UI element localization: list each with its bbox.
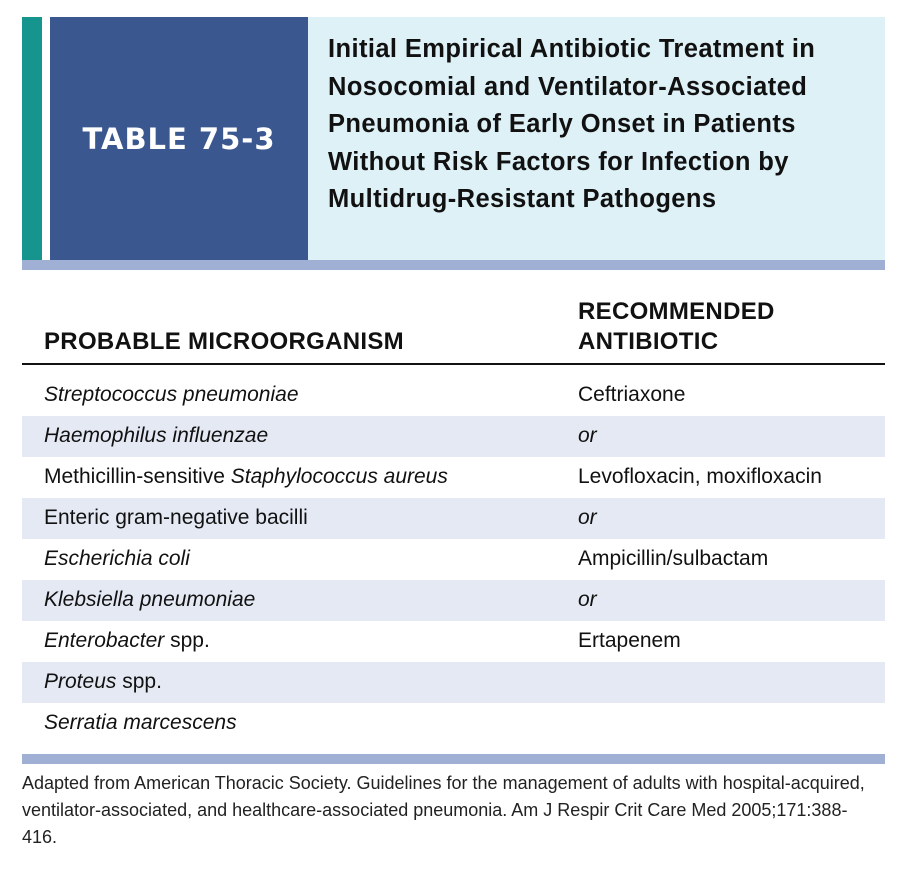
microorganism-text: spp. <box>116 670 162 693</box>
microorganism-text: spp. <box>164 629 210 652</box>
accent-bar <box>22 17 42 260</box>
microorganism-text: Haemophilus influenzae <box>44 424 269 447</box>
microorganism-cell <box>44 547 190 571</box>
microorganism-cell <box>44 465 448 489</box>
table-row <box>22 416 885 457</box>
antibiotic-cell: Levofloxacin, moxifloxacin <box>578 465 822 488</box>
microorganism-text: Enterobacter <box>44 629 165 652</box>
antibiotic-cell: or <box>578 506 597 529</box>
table-number: TABLE 75-3 <box>82 121 276 156</box>
table-row <box>22 539 885 580</box>
microorganism-cell <box>44 424 268 448</box>
column-header-microorganism: PROBABLE MICROORGANISM <box>44 328 404 355</box>
column-header-antibiotic: RECOMMENDED ANTIBIOTIC <box>578 298 775 355</box>
microorganism-cell <box>44 711 237 735</box>
microorganism-cell <box>44 670 162 694</box>
microorganism-text: Enteric gram-negative bacilli <box>44 506 308 529</box>
table-row <box>22 621 885 662</box>
footnote: Adapted from American Thoracic Society. Guidelines for the management of adults with hospital-acquired, ventilator-associated, and healthcare-associated pneumonia. Am J Respir Crit Care Med 2005;171:388-416. <box>22 773 865 847</box>
antibiotic-cell: or <box>578 588 597 611</box>
microorganism-text: Proteus <box>44 670 117 693</box>
microorganism-text: Staphylococcus aureus <box>230 465 448 488</box>
microorganism-text: Serratia marcescens <box>44 711 237 734</box>
table-row <box>22 457 885 498</box>
footer-divider-band <box>22 754 885 764</box>
table-row <box>22 375 885 416</box>
microorganism-text: Escherichia coli <box>44 547 190 570</box>
microorganism-text: Streptococcus pneumoniae <box>44 383 299 406</box>
table-title: Initial Empirical Antibiotic Treatment in Nosocomial and Ventilator-Associated Pneumonia of Early Onset in Patients Without Risk Factors for Infection by Multidrug-Resistant Pathogens <box>328 35 816 213</box>
microorganism-cell <box>44 383 299 407</box>
microorganism-cell <box>44 588 255 612</box>
microorganism-cell <box>44 506 308 530</box>
antibiotic-cell: or <box>578 424 597 447</box>
table-row <box>22 580 885 621</box>
header-divider-band <box>22 260 885 270</box>
antibiotic-cell: Ampicillin/sulbactam <box>578 547 769 570</box>
antibiotic-cell: Ertapenem <box>578 629 681 652</box>
table-header <box>22 290 885 365</box>
microorganism-text: Klebsiella pneumoniae <box>44 588 256 611</box>
table-row <box>22 662 885 703</box>
title-box <box>308 17 885 260</box>
table-number-box <box>50 17 308 260</box>
antibiotic-cell: Ceftriaxone <box>578 383 686 406</box>
table-row <box>22 703 885 744</box>
microorganism-text: Methicillin-sensitive <box>44 465 231 488</box>
table-row <box>22 498 885 539</box>
microorganism-cell <box>44 629 210 653</box>
table-body <box>22 375 885 744</box>
